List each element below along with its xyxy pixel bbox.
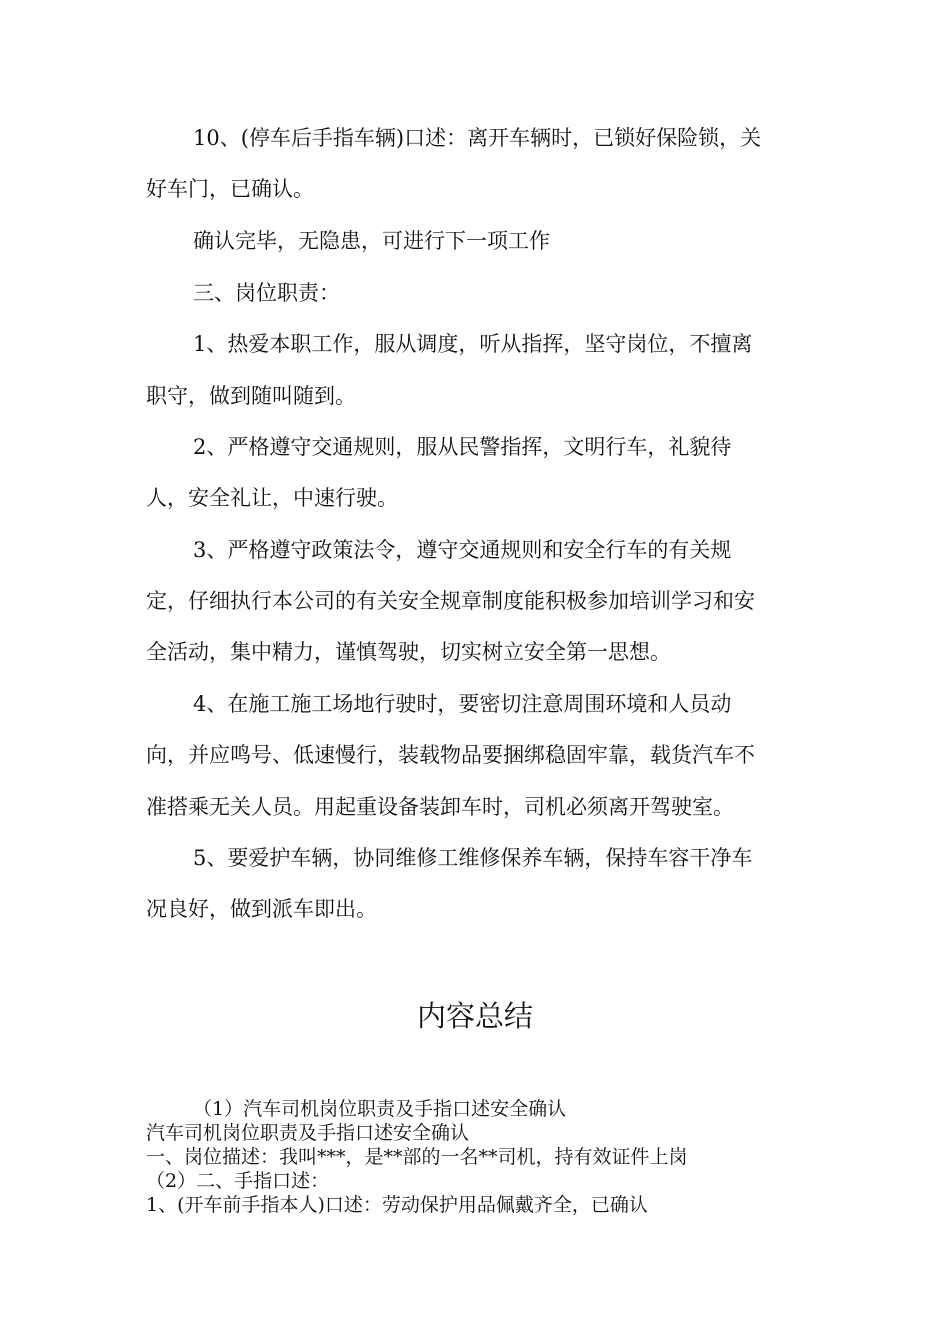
- summary-line: 1、(开车前手指本人)口述：劳动保护用品佩戴齐全，已确认: [146, 1194, 648, 1216]
- summary-title: 内容总结: [416, 999, 533, 1033]
- body-line: 10、(停车后手指车辆)口述：离开车辆时，已锁好保险锁，关: [193, 126, 762, 150]
- summary-line: 一、岗位描述：我叫***，是**部的一名**司机，持有效证件上岗: [146, 1146, 688, 1168]
- body-line: 职守，做到随叫随到。: [146, 384, 356, 408]
- summary-line: （2）二、手指口述：: [146, 1170, 330, 1192]
- body-line: 3、严格遵守政策法令，遵守交通规则和安全行车的有关规: [193, 538, 732, 562]
- body-line: 全活动，集中精力，谨慎驾驶，切实树立安全第一思想。: [146, 640, 671, 664]
- body-line: 2、严格遵守交通规则，服从民警指挥，文明行车，礼貌待: [193, 435, 732, 459]
- body-line: 准搭乘无关人员。用起重设备装卸车时，司机必须离开驾驶室。: [146, 795, 734, 819]
- section-heading: 三、岗位职责：: [193, 281, 340, 305]
- body-line: 向，并应鸣号、低速慢行，装载物品要捆绑稳固牢靠，载货汽车不: [146, 743, 755, 767]
- summary-line: （1）汽车司机岗位职责及手指口述安全确认: [193, 1098, 567, 1120]
- body-line: 好车门，已确认。: [146, 177, 314, 201]
- body-line: 1、热爱本职工作，服从调度，听从指挥，坚守岗位，不擅离: [193, 332, 753, 356]
- body-line: 定，仔细执行本公司的有关安全规章制度能积极参加培训学习和安: [146, 589, 755, 613]
- body-line: 人，安全礼让，中速行驶。: [146, 486, 398, 510]
- body-line: 5、要爱护车辆，协同维修工维修保养车辆，保持车容干净车: [193, 846, 753, 870]
- body-line: 况良好，做到派车即出。: [146, 897, 377, 921]
- summary-line: 汽车司机岗位职责及手指口述安全确认: [146, 1122, 470, 1144]
- body-line: 4、在施工施工场地行驶时，要密切注意周围环境和人员动: [193, 692, 732, 716]
- body-line: 确认完毕，无隐患，可进行下一项工作: [193, 229, 550, 253]
